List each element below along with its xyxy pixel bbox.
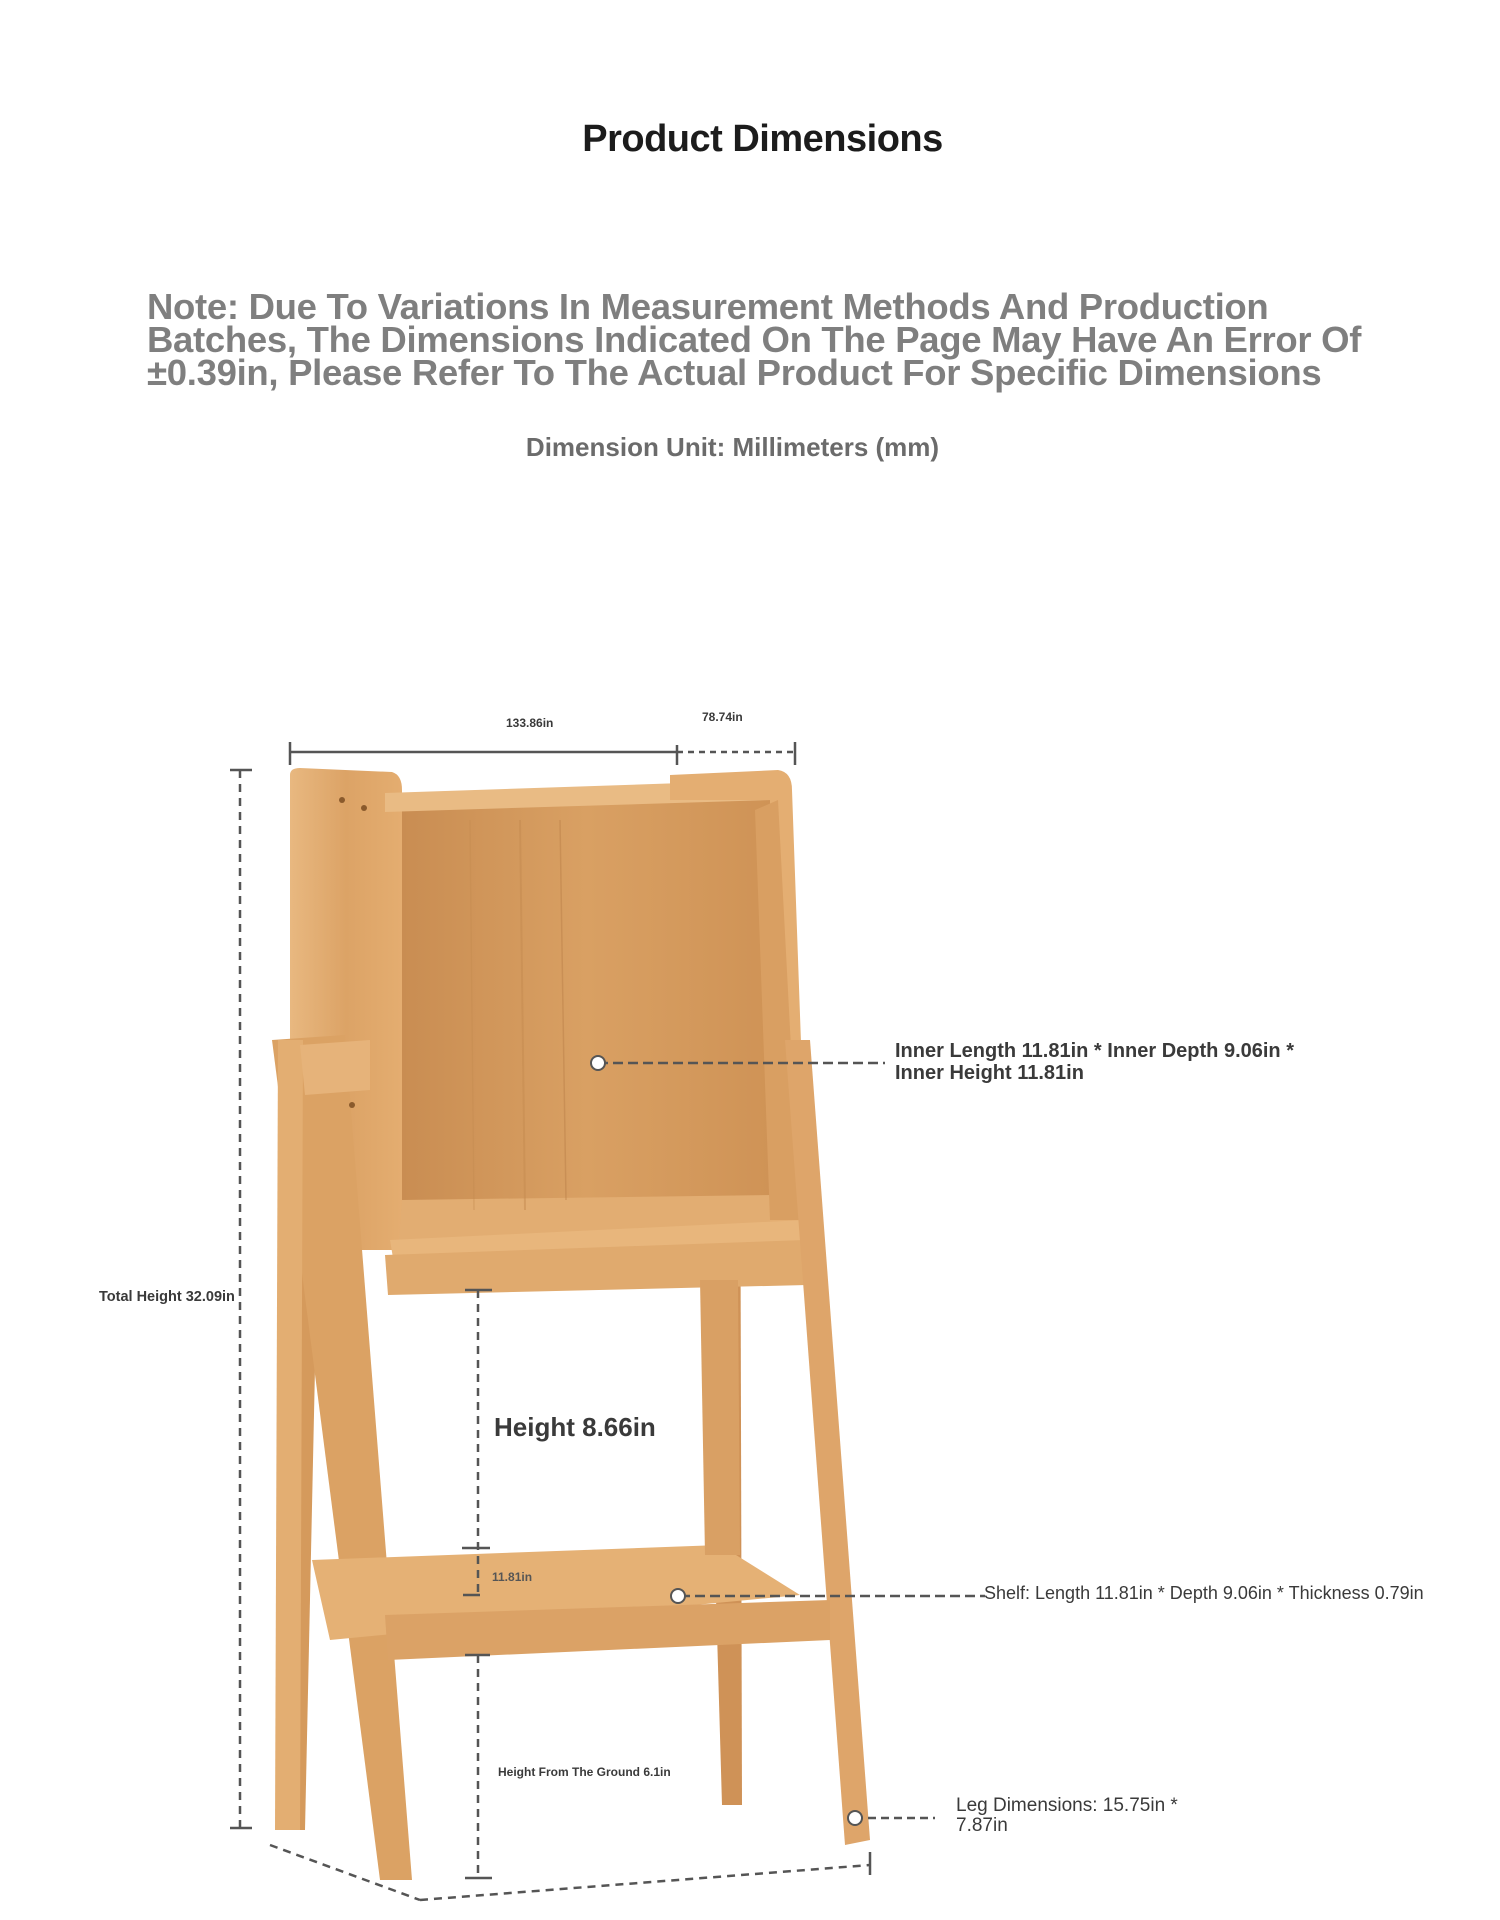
upper-cabinet xyxy=(290,768,810,1270)
lower-shelf xyxy=(312,1280,830,1660)
shelf-small-label: 11.81in xyxy=(492,1570,533,1584)
shelf-dimensions-label: Shelf: Length 11.81in * Depth 9.06in * Thickness 0.79in xyxy=(984,1583,1424,1603)
inner-dimensions-label: Inner Length 11.81in * Inner Depth 9.06in * Inner Height 11.81in xyxy=(895,1040,1294,1084)
leg-dimensions-label: Leg Dimensions: 15.75in * 7.87in xyxy=(956,1795,1178,1836)
ground-height-label: Height From The Ground 6.1in xyxy=(498,1765,671,1779)
measurement-note: Note: Due To Variations In Measurement Methods And Production Batches, The Dimensions Indicated On The Page May Have An Error Of ±0.39in, Please Refer To The Actual Product For Specific Dimensions xyxy=(147,286,1362,393)
top-depth-label: 78.74in xyxy=(702,710,743,724)
page-title: Product Dimensions xyxy=(582,118,943,160)
top-width-label: 133.86in xyxy=(506,716,554,730)
shelf-gap-height-label: Height 8.66in xyxy=(494,1412,656,1442)
total-height-label: Total Height 32.09in xyxy=(99,1289,235,1305)
dimension-unit: Dimension Unit: Millimeters (mm) xyxy=(525,432,940,462)
